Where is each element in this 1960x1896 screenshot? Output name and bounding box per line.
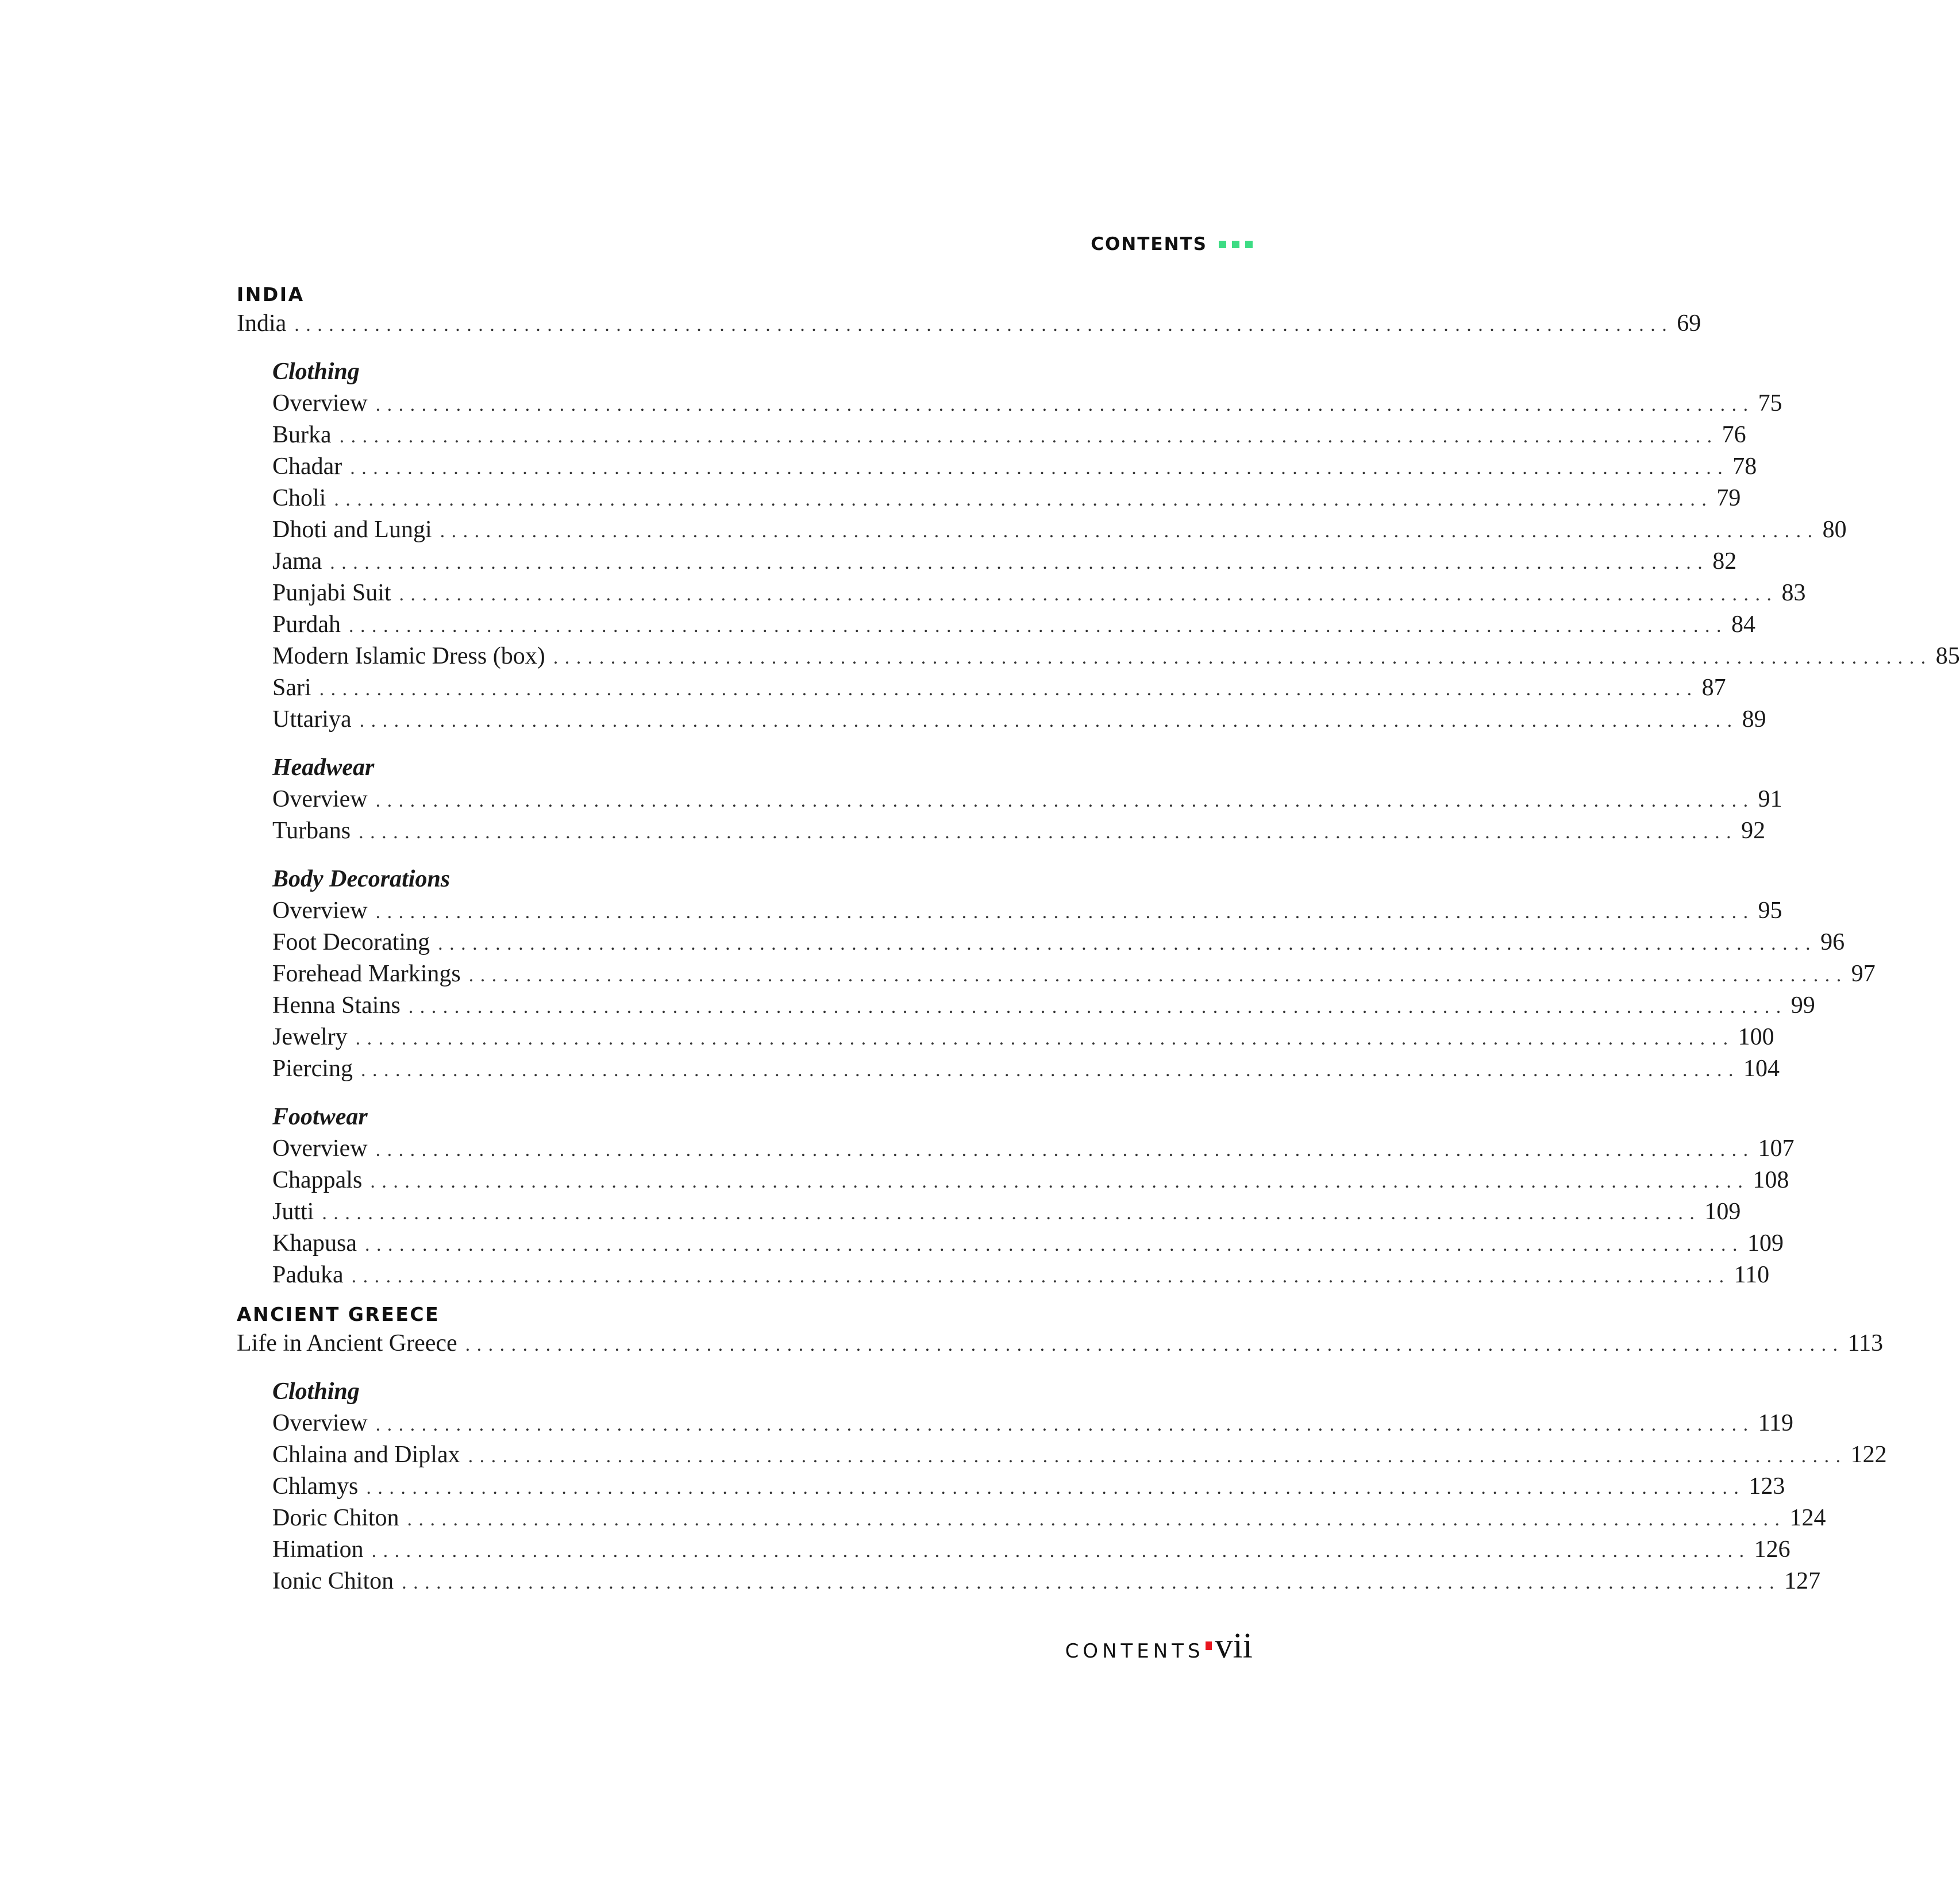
entry-page-number: 95 [1758,897,1782,924]
toc-entry[interactable] [237,1502,1826,1534]
toc-entry[interactable] [237,1471,1785,1502]
entry-page-number: 76 [1722,422,1746,448]
entry-title: Piercing [272,1055,353,1082]
toc-entry[interactable] [237,641,1960,672]
toc-entry[interactable] [237,704,1766,735]
dot-leader: ........................................................................................................................ [319,679,1699,700]
toc-entry[interactable] [237,784,1782,815]
entry-page-number: 82 [1712,548,1737,575]
entry-title: Choli [272,485,326,511]
toc-entry[interactable] [237,990,1815,1022]
dot-leader: ........................................................................................................................ [349,615,1728,637]
toc-subheading: Body Decorations [272,866,450,892]
entry-title: Modern Islamic Dress (box) [272,643,545,669]
entry-title: Overview [272,1410,368,1436]
dot-leader: ........................................................................................................................ [351,1266,1731,1287]
toc-main-entry[interactable] [237,308,1701,340]
entry-page-number: 109 [1704,1199,1741,1225]
entry-title: Jutti [272,1199,314,1225]
square-icon [1219,241,1226,248]
entry-page-number: 107 [1758,1135,1795,1162]
toc-subheading: Clothing [272,359,360,385]
toc-entry[interactable] [237,1259,1770,1291]
entry-page-number: 96 [1820,929,1845,955]
entry-title: Sari [272,675,311,701]
entry-page-number: 108 [1753,1167,1789,1193]
entry-page-number: 123 [1749,1473,1785,1500]
entry-page-number: 100 [1738,1024,1774,1050]
toc-entry[interactable] [237,1566,1821,1597]
dot-leader: ........................................................................................................................ [468,1446,1847,1467]
entry-title: Turbans [272,818,351,844]
dot-leader: ........................................................................................................................ [468,965,1848,986]
entry-title: Paduka [272,1262,344,1288]
dot-leader: ........................................................................................................................ [438,933,1817,954]
entry-page-number: 80 [1822,517,1847,543]
toc-entry[interactable] [237,451,1757,483]
entry-page-number: 92 [1741,818,1766,844]
entry-page-number: 126 [1754,1536,1790,1563]
toc-entry[interactable] [237,514,1847,546]
entry-page-number: 99 [1790,992,1815,1019]
toc-main-entry[interactable] [237,1328,1884,1359]
dot-leader: ........................................................................................................................ [370,1171,1750,1192]
entry-page-number: 87 [1701,675,1726,701]
entry-page-number: 119 [1758,1410,1794,1436]
entry-page-number: 75 [1758,390,1782,417]
entry-title: Overview [272,1135,368,1162]
toc-entry[interactable] [237,1228,1784,1259]
dot-leader: ........................................................................................................................ [375,901,1755,923]
dot-leader: ........................................................................................................................ [364,1234,1744,1255]
square-icon [1232,241,1239,248]
dot-leader: ........................................................................................................................ [375,1139,1755,1161]
toc-entry[interactable] [237,895,1782,927]
toc-entry[interactable] [237,815,1766,847]
entry-title: Himation [272,1536,364,1563]
entry-title: Jewelry [272,1024,348,1050]
entry-title: Burka [272,422,332,448]
dot-leader: ........................................................................................................................ [350,457,1730,479]
toc-subheading: Footwear [272,1104,368,1130]
entry-page-number: 91 [1758,786,1782,812]
dot-leader: ........................................................................................................................ [294,314,1674,336]
folio-label: CONTENTS [1065,1640,1204,1663]
dot-leader: ........................................................................................................................ [375,394,1755,415]
toc-entry[interactable] [237,1165,1789,1196]
toc-subheading: Headwear [272,754,375,781]
toc-entry[interactable] [237,609,1755,641]
entry-title: Overview [272,390,368,417]
toc-entry[interactable] [237,483,1741,514]
entry-title: Foot Decorating [272,929,430,955]
dot-leader: ........................................................................................................................ [407,1509,1786,1530]
entry-title: Khapusa [272,1230,357,1257]
running-head-squares-icon [1213,241,1253,248]
entry-page-number: 124 [1789,1505,1826,1531]
toc-entry[interactable] [237,672,1726,704]
dot-leader: ........................................................................................................................ [553,647,1932,668]
entry-page-number: 79 [1716,485,1741,511]
dot-leader: ........................................................................................................................ [408,996,1788,1018]
running-head-label: CONTENTS [1091,234,1207,255]
entry-title: Dhoti and Lungi [272,517,432,543]
page-folio [1006,1626,1253,1672]
dot-leader: ........................................................................................................................ [334,489,1713,510]
dot-leader: ........................................................................................................................ [360,1059,1740,1081]
dot-leader: ........................................................................................................................ [330,552,1709,573]
dot-leader: ........................................................................................................................ [359,710,1739,731]
dot-leader: ........................................................................................................................ [399,584,1778,605]
entry-title: Chlaina and Diplax [272,1442,460,1468]
entry-title: Chlamys [272,1473,359,1500]
entry-title: Jama [272,548,322,575]
entry-title: Henna Stains [272,992,401,1019]
entry-title: Life in Ancient Greece [237,1330,457,1357]
dot-leader: ........................................................................................................................ [322,1203,1701,1224]
entry-title: Uttariya [272,706,352,733]
running-head [1092,230,1253,259]
entry-page-number: 109 [1747,1230,1784,1257]
entry-title: Chappals [272,1167,363,1193]
toc-entry[interactable] [237,1439,1887,1471]
section-heading: ANCIENT GREECE [237,1303,440,1325]
dot-leader: ........................................................................................................................ [440,521,1819,542]
section-heading: INDIA [237,283,305,306]
entry-title: Punjabi Suit [272,580,391,606]
entry-page-number: 78 [1732,453,1757,480]
dot-leader: ........................................................................................................................ [366,1477,1746,1498]
toc-entry[interactable] [237,1196,1741,1228]
dot-leader: ........................................................................................................................ [371,1540,1751,1562]
entry-title: Purdah [272,611,341,638]
toc-subheading: Clothing [272,1378,360,1405]
toc-entry[interactable] [237,1534,1790,1566]
entry-title: India [237,310,287,337]
entry-page-number: 122 [1850,1442,1887,1468]
dot-leader: ........................................................................................................................ [355,1028,1735,1049]
entry-page-number: 97 [1851,961,1876,987]
dot-leader: ........................................................................................................................ [339,426,1719,447]
entry-page-number: 127 [1784,1568,1821,1594]
toc-entry[interactable] [237,546,1737,577]
toc-entry[interactable] [237,927,1845,958]
toc-entry[interactable] [237,577,1806,609]
toc-entry[interactable] [237,1022,1774,1053]
dot-leader: ........................................................................................................................ [359,822,1738,843]
dot-leader: ........................................................................................................................ [375,1414,1755,1435]
entry-page-number: 89 [1742,706,1766,733]
entry-page-number: 104 [1743,1055,1780,1082]
folio-marker-icon [1206,1641,1212,1650]
toc-entry[interactable] [237,419,1746,451]
toc-entry[interactable] [237,1408,1794,1439]
table-of-contents [237,282,1960,1597]
entry-title: Forehead Markings [272,961,461,987]
toc-entry[interactable] [237,388,1782,419]
entry-page-number: 84 [1731,611,1755,638]
dot-leader: ........................................................................................................................ [402,1572,1781,1593]
entry-title: Doric Chiton [272,1505,399,1531]
entry-title: Overview [272,897,368,924]
entry-page-number: 110 [1734,1262,1770,1288]
entry-title: Chadar [272,453,342,480]
toc-entry[interactable] [237,1053,1780,1085]
entry-page-number: 69 [1677,310,1701,337]
entry-title: Overview [272,786,368,812]
entry-page-number: 113 [1847,1330,1884,1357]
entry-page-number: 85 [1935,643,1960,669]
dot-leader: ........................................................................................................................ [465,1334,1845,1355]
square-icon [1245,241,1253,248]
entry-title: Ionic Chiton [272,1568,394,1594]
toc-entry[interactable] [237,958,1876,990]
toc-entry[interactable] [237,1133,1795,1165]
folio-page-number: vii [1215,1627,1253,1666]
entry-page-number: 83 [1781,580,1806,606]
dot-leader: ........................................................................................................................ [375,790,1755,811]
